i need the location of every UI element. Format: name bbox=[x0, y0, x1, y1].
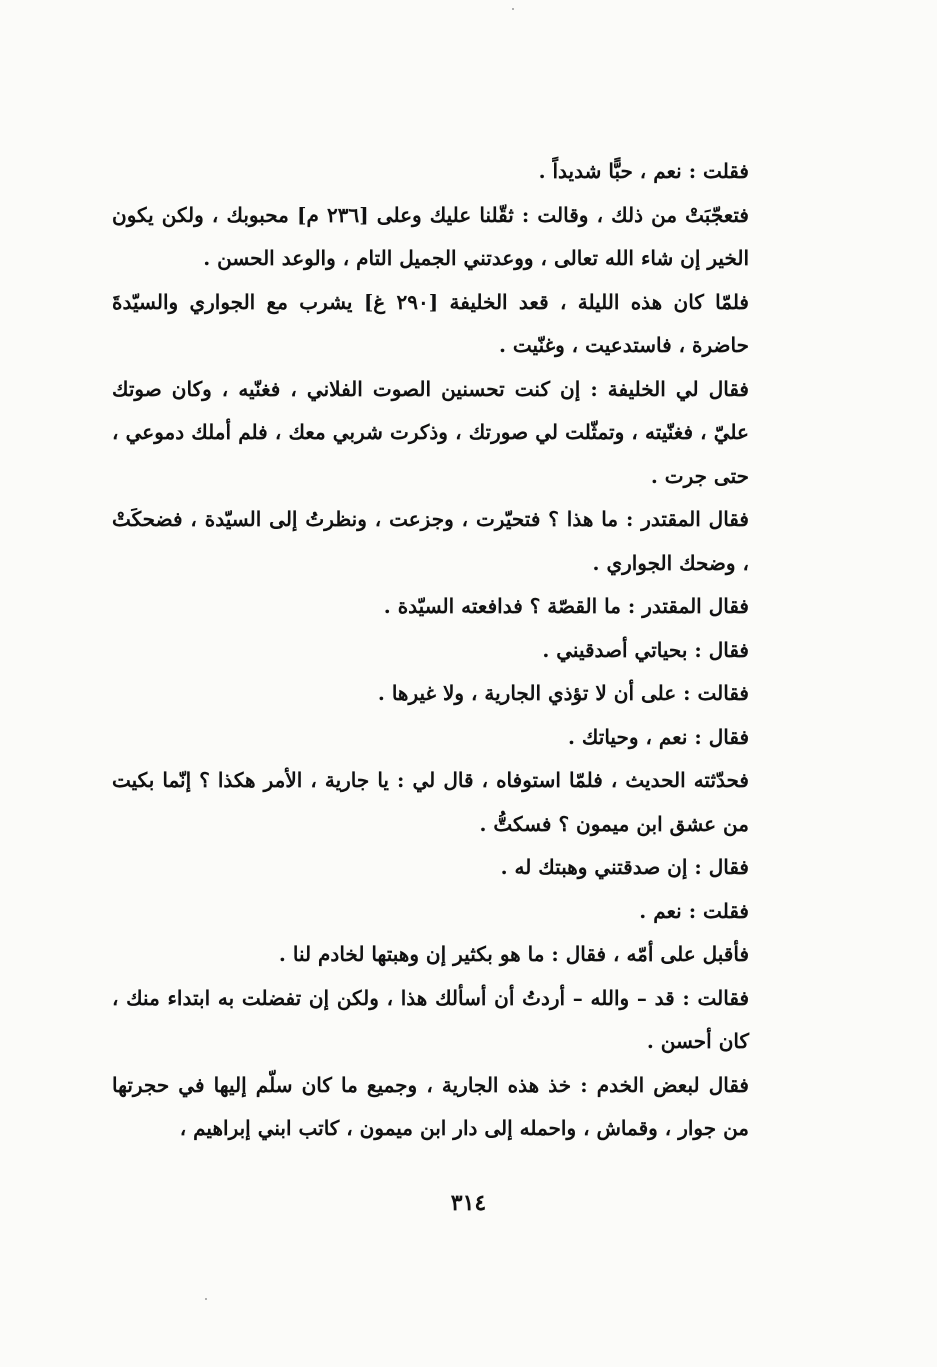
paragraph: فقلت : نعم . bbox=[639, 898, 749, 923]
paragraph: فقال لبعض الخدم : خذ هذه الجارية ، وجميع ما كان سلّم إليها في حجرتها من جوار ، وقماش ، واحمله إلى دار ابن ميمون ، كاتب ابني إبراهيم ، bbox=[112, 1072, 749, 1140]
paragraph: فقلت : نعم ، حبًّا شديداً . bbox=[538, 159, 749, 183]
body-text bbox=[112, 150, 782, 1151]
paragraph: فقالت : قد – والله – أردتُ أن أسألك هذا ، ولكن إن تفضلت به ابتداء منك ، كان أحسن . bbox=[112, 985, 749, 1053]
paper-speck bbox=[512, 8, 514, 10]
paragraph: فقال : إن صدقتني وهبتك له . bbox=[500, 855, 749, 879]
paragraph: فقال المقتدر : ما القصّة ؟ فدافعته السيّدة . bbox=[383, 594, 749, 618]
paragraph: فقالت : على أن لا تؤذي الجارية ، ولا غيرها . bbox=[377, 681, 749, 705]
paragraph: فقال : بحياتي أصدقيني . bbox=[542, 637, 749, 662]
paragraph: فحدّثته الحديث ، فلمّا استوفاه ، قال لي : يا جارية ، الأمر هكذا ؟ إنّما بكيت من عشق ابن ميمون ؟ فسكتُّ . bbox=[112, 768, 749, 836]
paragraph: فقال : نعم ، وحياتك . bbox=[567, 724, 749, 749]
page-number: ٣١٤ bbox=[450, 1190, 487, 1216]
paragraph: فتعجّبَتْ من ذلك ، وقالت : ثقّلنا عليك وعلى [٢٣٦ م] محبوبك ، ولكن يكون الخير إن شاء الله تعالى ، ووعدتني الجميل التام ، والوعد الحسن . bbox=[112, 202, 749, 270]
paragraph: فأقبل على أمّه ، فقال : ما هو بكثير إن وهبتها لخادم لنا . bbox=[278, 942, 749, 966]
paragraph: فلمّا كان هذه الليلة ، قعد الخليفة [٢٩٠ غ] يشرب مع الجواري والسيّدةَ حاضرة ، فاستدعيت ، وغنّيت . bbox=[112, 289, 749, 357]
paragraph: فقال المقتدر : ما هذا ؟ فتحيّرت ، وجزعت ، ونظرتُ إلى السيّدة ، فضحكَتْ ، وضحك الجواري . bbox=[112, 507, 749, 575]
paper-speck bbox=[205, 1298, 207, 1300]
paragraph: فقال لي الخليفة : إن كنت تحسنين الصوت الفلاني ، فغنّيه ، وكان صوتك عليّ ، فغنّيته ، وتمثّلت لي صورتك ، وذكرت شربي معك ، فلم أملك دموعي ، حتى جرت . bbox=[112, 376, 749, 488]
